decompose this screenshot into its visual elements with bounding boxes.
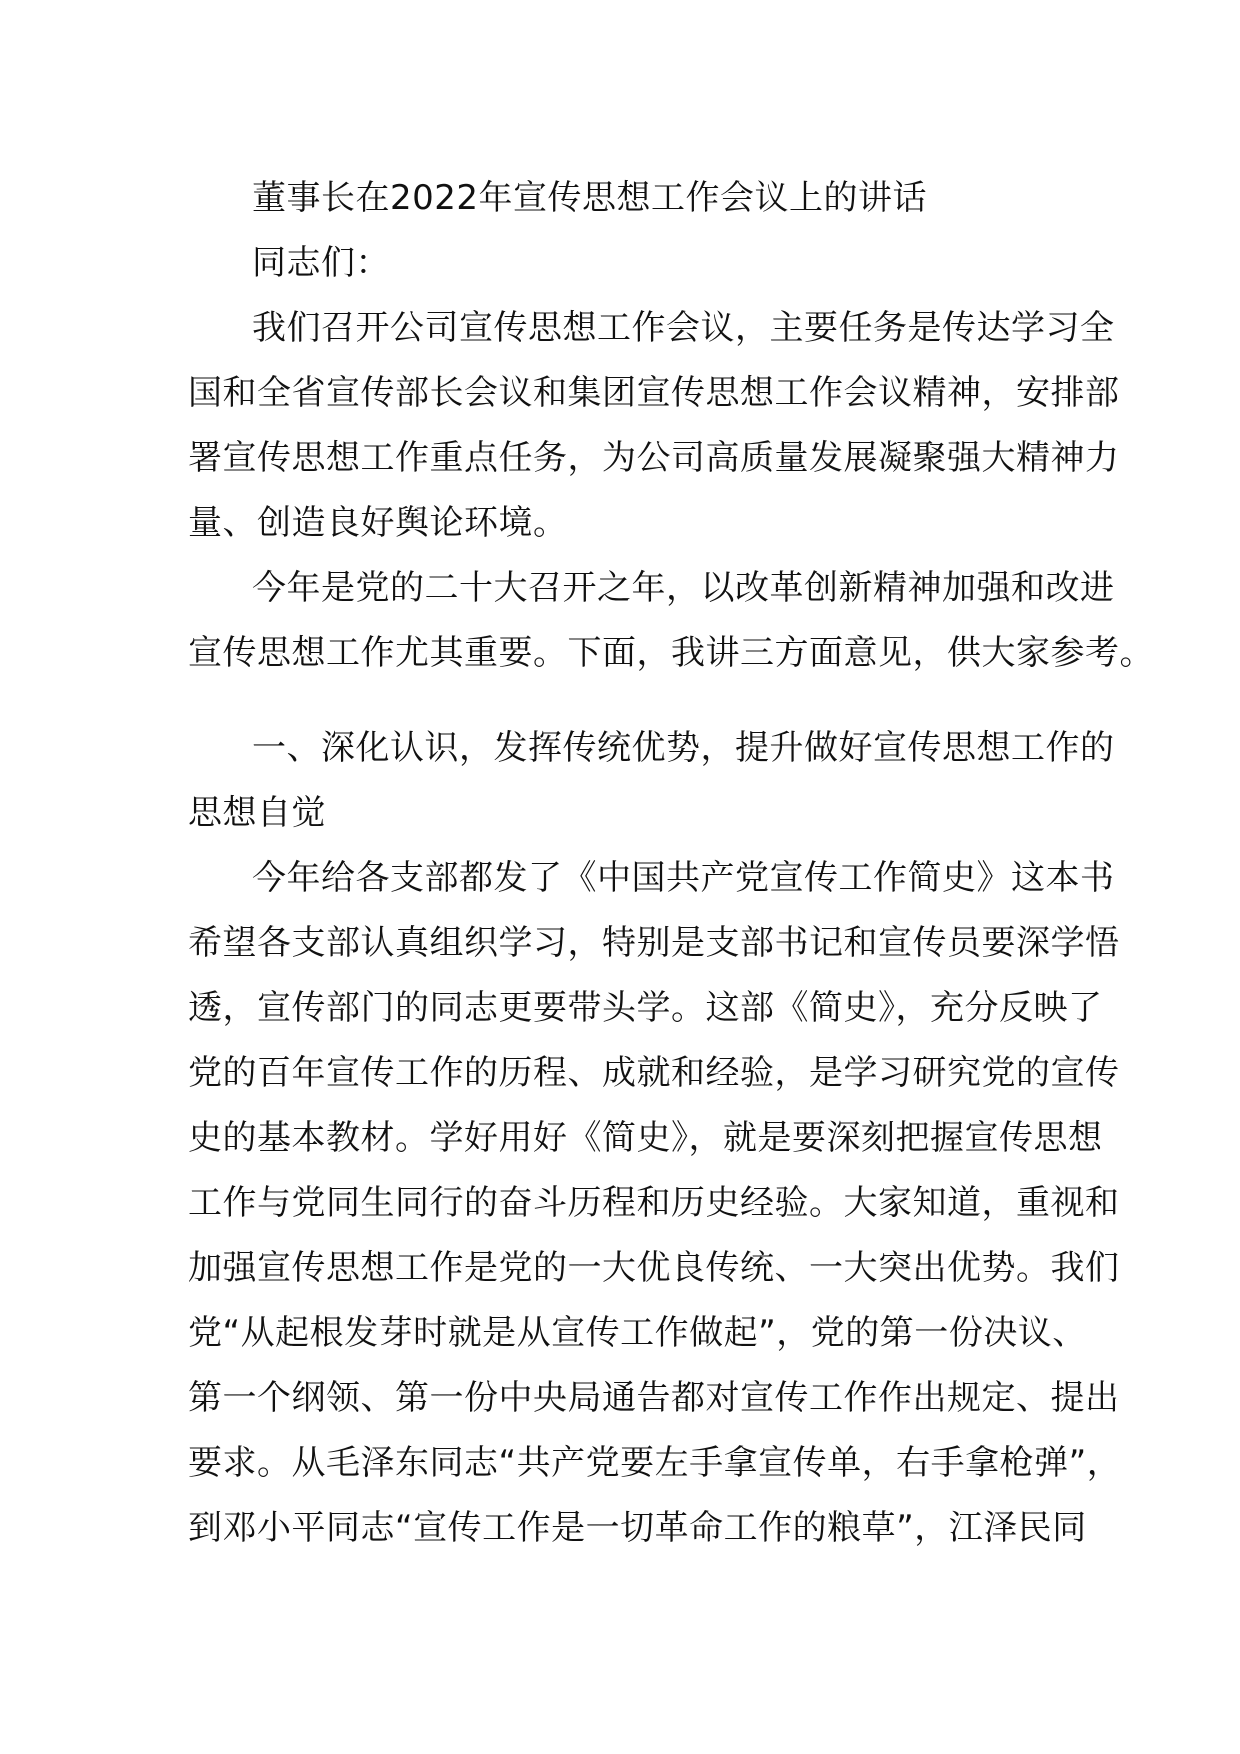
paragraph-line: 到邓小平同志“宣传工作是一切革命工作的粮草”，江泽民同 [188,1508,1087,1548]
paragraph-line: 今年给各支部都发了《中国共产党宣传工作简史》这本书 [252,858,1115,898]
paragraph-line: 国和全省宣传部长会议和集团宣传思想工作会议精神，安排部 [188,373,1120,413]
paragraph-line: 透，宣传部门的同志更要带头学。这部《简史》，充分反映了 [188,988,1103,1028]
section-heading: 一、深化认识，发挥传统优势，提升做好宣传思想工作的 [252,728,1115,768]
paragraph-line: 我们召开公司宣传思想工作会议，主要任务是传达学习全 [252,308,1115,348]
paragraph-line: 加强宣传思想工作是党的一大优良传统、一大突出优势。我们 [188,1248,1120,1288]
paragraph-line: 党的百年宣传工作的历程、成就和经验，是学习研究党的宣传 [188,1053,1120,1093]
paragraph-line: 党“从起根发芽时就是从宣传工作做起”，党的第一份决议、 [188,1313,1087,1353]
paragraph-line: 署宣传思想工作重点任务，为公司高质量发展凝聚强大精神力 [188,438,1120,478]
paragraph-line: 第一个纲领、第一份中央局通告都对宣传工作作出规定、提出 [188,1378,1120,1418]
salutation: 同志们： [252,243,390,283]
paragraph-line: 要求。从毛泽东同志“共产党要左手拿宣传单，右手拿枪弹”， [188,1443,1122,1483]
section-heading: 思想自觉 [188,793,326,833]
paragraph-line: 量、创造良好舆论环境。 [188,503,568,543]
paragraph-line: 工作与党同生同行的奋斗历程和历史经验。大家知道，重视和 [188,1183,1120,1223]
paragraph-line: 史的基本教材。学好用好《简史》，就是要深刻把握宣传思想 [188,1118,1103,1158]
paragraph-line: 宣传思想工作尤其重要。下面，我讲三方面意见，供大家参考。 [188,633,1154,673]
paragraph-line: 希望各支部认真组织学习，特别是支部书记和宣传员要深学悟 [188,923,1120,963]
document-title: 董事长在2022年宣传思想工作会议上的讲话 [252,178,928,218]
paragraph-line: 今年是党的二十大召开之年，以改革创新精神加强和改进 [252,568,1115,608]
